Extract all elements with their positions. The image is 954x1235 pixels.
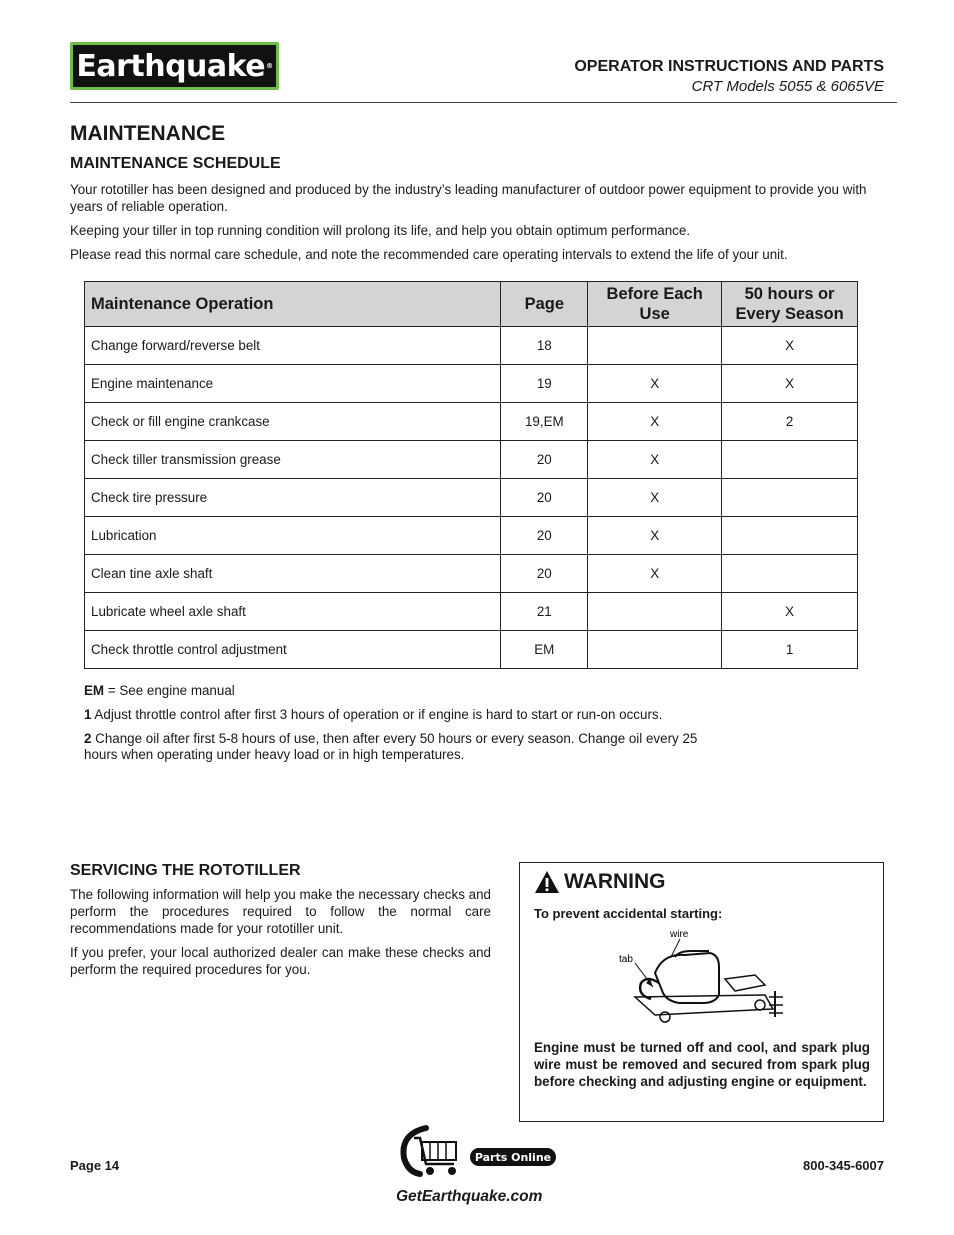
note-em-key: EM [84, 683, 105, 698]
warning-box [519, 862, 884, 1122]
operation-cell: Check tire pressure [85, 479, 501, 517]
season-cell: X [722, 593, 858, 631]
intro-paragraph-3: Please read this normal care schedule, and note the recommended care operating intervals to extend the life of your unit. [70, 247, 788, 262]
note-1-text: Adjust throttle control after first 3 hours of operation or if engine is hard to start or run-on occurs. [91, 707, 663, 722]
before-use-cell: X [588, 441, 722, 479]
table-row [85, 479, 858, 517]
before-use-cell [588, 631, 722, 669]
before-use-cell [588, 327, 722, 365]
page-cell: 20 [501, 517, 588, 555]
operation-cell: Check throttle control adjustment [85, 631, 501, 669]
page-cell: 20 [501, 479, 588, 517]
season-cell: 1 [722, 631, 858, 669]
note-2-key: 2 [84, 731, 92, 746]
table-row [85, 593, 858, 631]
note-1 [84, 707, 662, 723]
operation-cell: Change forward/reverse belt [85, 327, 501, 365]
note-em-text: = See engine manual [104, 683, 235, 698]
table-row [85, 365, 858, 403]
before-use-cell: X [588, 517, 722, 555]
warning-title [534, 870, 666, 894]
document-subtitle: CRT Models 5055 & 6065VE [691, 78, 884, 95]
table-row [85, 517, 858, 555]
warning-subtitle: To prevent accidental starting: [534, 906, 723, 921]
page-cell: 19,EM [501, 403, 588, 441]
document-title: OPERATOR INSTRUCTIONS AND PARTS [574, 58, 884, 75]
season-cell: 2 [722, 403, 858, 441]
operation-cell: Engine maintenance [85, 365, 501, 403]
operation-cell: Check or fill engine crankcase [85, 403, 501, 441]
logo-text: Earthquake [76, 48, 266, 84]
page-number: Page 14 [70, 1158, 120, 1173]
intro-paragraph-2: Keeping your tiller in top running condition will prolong its life, and help you obtain optimum performance. [70, 223, 691, 238]
season-cell [722, 517, 858, 555]
header-divider [70, 102, 897, 103]
note-2-text: Change oil after first 5-8 hours of use, then after every 50 hours or every season. Change oil every 25 hours when operating under heavy load or in high temperatures. [84, 731, 698, 762]
earthquake-logo: Earthquake ® [70, 42, 279, 90]
season-cell: X [722, 365, 858, 403]
note-2 [84, 731, 734, 763]
parts-online-cart-icon [396, 1124, 561, 1182]
intro-paragraph-1: Your rototiller has been designed and produced by the industry’s leading manufacturer of outdoor power equipment to provide you with years of reliable operation. [70, 182, 867, 214]
maintenance-schedule-table [84, 281, 858, 669]
header-before-each-use: Before Each Use [588, 282, 722, 327]
before-use-cell [588, 593, 722, 631]
page-cell: 20 [501, 441, 588, 479]
website-link[interactable]: GetEarthquake.com [396, 1188, 543, 1205]
before-use-cell: X [588, 403, 722, 441]
season-cell [722, 441, 858, 479]
note-em [84, 683, 235, 699]
parts-online-badge: Parts Online [474, 1151, 552, 1164]
warning-triangle-icon [534, 870, 560, 894]
season-cell [722, 555, 858, 593]
before-use-cell: X [588, 555, 722, 593]
header-50-hours: 50 hours or Every Season [722, 282, 858, 327]
operation-cell: Clean tine axle shaft [85, 555, 501, 593]
header-operation: Maintenance Operation [85, 282, 501, 327]
label-wire: wire [670, 929, 689, 940]
page-cell: 18 [501, 327, 588, 365]
spark-plug-illustration [615, 925, 785, 1025]
note-1-key: 1 [84, 707, 92, 722]
before-use-cell: X [588, 479, 722, 517]
operation-cell: Lubrication [85, 517, 501, 555]
page-cell: EM [501, 631, 588, 669]
table-row [85, 631, 858, 669]
table-header-row [85, 282, 858, 327]
warning-title-text: WARNING [564, 870, 666, 893]
operation-cell: Check tiller transmission grease [85, 441, 501, 479]
table-row [85, 403, 858, 441]
servicing-paragraph-1: The following information will help you make the necessary checks and perform the procedures required to follow the normal care recommendations made for your rototiller unit. [70, 887, 491, 936]
season-cell: X [722, 327, 858, 365]
page-cell: 21 [501, 593, 588, 631]
table-row [85, 327, 858, 365]
operation-cell: Lubricate wheel axle shaft [85, 593, 501, 631]
servicing-paragraph-2: If you prefer, your local authorized dealer can make these checks and perform the required procedures for you. [70, 945, 491, 977]
warning-text: Engine must be turned off and cool, and spark plug wire must be removed and secured from spark plug before checking and adjusting engine or equipment. [534, 1040, 870, 1089]
section-title: MAINTENANCE [70, 122, 226, 145]
before-use-cell: X [588, 365, 722, 403]
season-cell [722, 479, 858, 517]
header-page: Page [501, 282, 588, 327]
servicing-heading: SERVICING THE ROTOTILLER [70, 862, 301, 879]
table-row [85, 555, 858, 593]
page-cell: 20 [501, 555, 588, 593]
phone-number: 800-345-6007 [803, 1158, 884, 1173]
table-row [85, 441, 858, 479]
label-tab: tab [619, 954, 633, 965]
schedule-heading: MAINTENANCE SCHEDULE [70, 155, 281, 172]
page-cell: 19 [501, 365, 588, 403]
